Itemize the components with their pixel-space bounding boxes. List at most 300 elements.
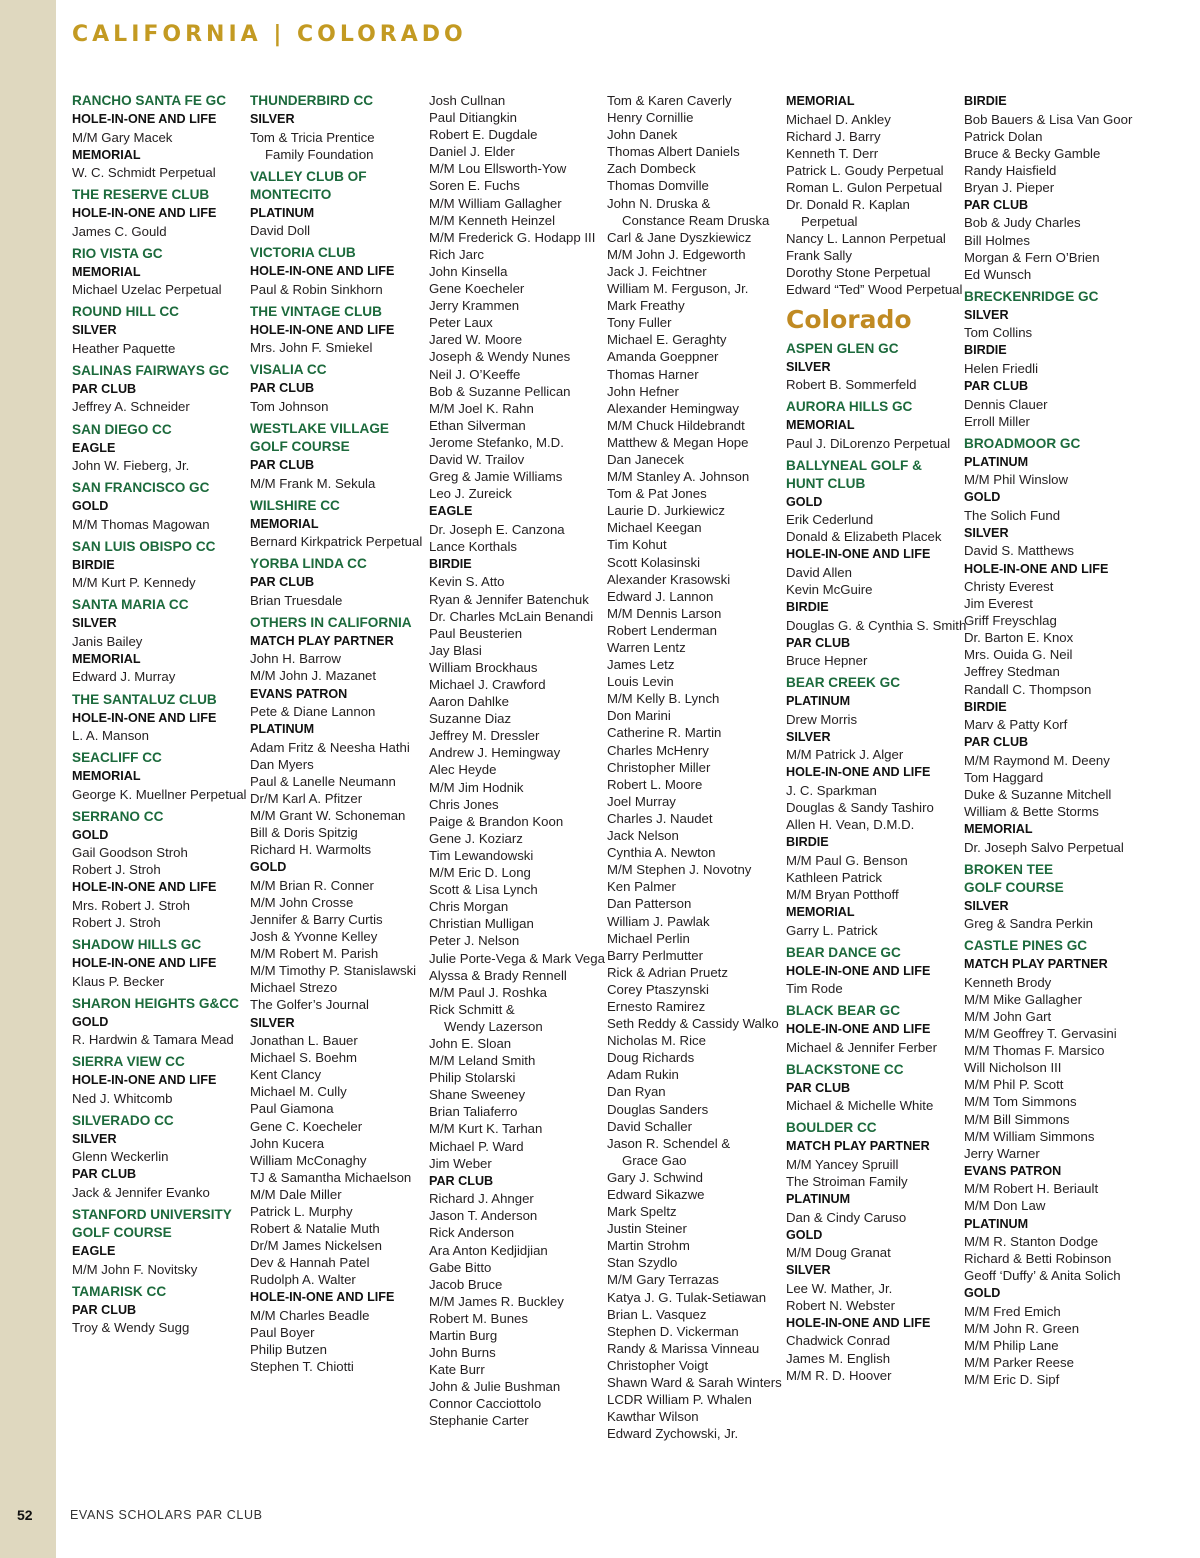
club-name: RIO VISTA GC [72,245,163,261]
member-name: Robert N. Webster [786,1297,895,1313]
member-name: Michael J. Crawford [429,677,546,692]
member-name: LCDR William P. Whalen [607,1392,752,1408]
member-name: John N. Druska & [607,195,711,211]
member-name: Bob Bauers & Lisa Van Goor [964,111,1133,127]
member-name: M/M R. Stanton Dodge [964,1234,1099,1250]
category-label: MATCH PLAY PARTNER [964,957,1108,972]
member-name: Katya J. G. Tulak-Setiawan [607,1289,767,1305]
category-label: HOLE-IN-ONE AND LIFE [72,1073,217,1088]
member-name: M/M Gary Macek [72,129,173,145]
category-label: PAR CLUB [250,458,315,473]
member-name: Matthew & Megan Hope [607,434,749,450]
member-name: Randy Haisfield [964,162,1057,178]
member-name: Dennis Clauer [964,396,1048,412]
member-name-continued: Family Foundation [265,146,374,162]
member-name: M/M Paul G. Benson [786,852,908,868]
member-name: Dan Myers [250,756,314,772]
member-name: Christopher Voigt [607,1357,709,1373]
member-name: Michael Uzelac Perpetual [72,282,222,298]
member-name: Paul Beusterien [429,625,523,641]
member-name: Charles McHenry [607,742,709,758]
member-name: John H. Barrow [250,651,341,667]
member-name: M/M Lou Ellsworth-Yow [429,161,567,177]
member-name: Kevin S. Atto [429,574,505,590]
member-name: The Stroiman Family [786,1174,908,1189]
member-name: Dr. Joseph Salvo Perpetual [964,839,1124,855]
member-name: Bob & Suzanne Pellican [429,383,571,399]
member-name: Patrick L. Murphy [250,1203,353,1219]
member-name: M/M Kurt P. Kennedy [72,575,196,591]
member-name: Daniel J. Elder [429,144,515,160]
category-label: PAR CLUB [964,379,1029,394]
club-name: VALLEY CLUB OF [250,168,367,184]
category-label: MEMORIAL [72,264,141,279]
member-name: Tim Kohut [607,537,667,553]
member-name: J. C. Sparkman [786,782,877,798]
member-name: Troy & Wendy Sugg [72,1320,190,1336]
member-name: Pete & Diane Lannon [250,704,376,720]
member-name: Jared W. Moore [429,332,523,348]
member-name: M/M Patrick J. Alger [786,747,904,763]
member-name: M/M John Crosse [250,894,354,910]
member-name: Jack J. Feichtner [607,263,707,279]
member-name: Roman L. Gulon Perpetual [786,179,943,195]
member-name: Tom Haggard [964,769,1044,785]
member-name: M/M Kenneth Heinzel [429,212,556,228]
member-name: John Danek [607,127,678,143]
member-name: Justin Steiner [607,1221,687,1237]
member-name: David W. Trailov [429,451,525,467]
member-name: Kate Burr [429,1362,485,1378]
member-name: Heather Paquette [72,340,176,356]
member-name: David Schaller [607,1118,693,1134]
member-name: Dan Ryan [607,1084,666,1100]
member-name: Andrew J. Hemingway [429,745,561,761]
member-name: Stan Szydlo [607,1255,678,1271]
member-name: M/M Tom Simmons [964,1094,1077,1110]
member-name: Bob & Judy Charles [964,215,1081,231]
category-label: PLATINUM [964,454,1029,469]
member-name: M/M Robert M. Parish [250,946,379,962]
member-name: Louis Levin [607,674,674,690]
member-name: M/M William Simmons [964,1128,1095,1144]
member-name: Tom & Karen Caverly [607,93,732,108]
member-name: Michael & Michelle White [786,1098,934,1114]
member-name: Robert J. Stroh [72,915,161,930]
member-name: Brian Taliaferro [429,1104,518,1120]
member-name: Robert Lenderman [607,622,717,638]
member-name: Jerome Stefanko, M.D. [429,434,564,450]
member-name: Marv & Patty Korf [964,717,1068,733]
member-name: M/M Thomas F. Marsico [964,1043,1105,1059]
member-name: David Allen [786,564,852,580]
member-name: W. C. Schmidt Perpetual [72,165,216,181]
page-title: CALIFORNIA | COLORADO [72,22,467,47]
page-number: 52 [17,1507,33,1523]
member-name: M/M Eric D. Sipf [964,1372,1060,1388]
member-name: Jack Nelson [607,828,679,844]
category-label: EAGLE [429,504,473,519]
member-name: Henry Cornillie [607,110,694,126]
category-label: BIRDIE [786,835,829,850]
category-label: BIRDIE [72,557,115,572]
club-name: RANCHO SANTA FE GC [72,93,227,108]
member-name: M/M Bill Simmons [964,1111,1070,1127]
publication-name: EVANS SCHOLARS PAR CLUB [70,1508,263,1522]
member-name: Donald & Elizabeth Placek [786,529,942,545]
member-name: Charles J. Naudet [607,810,713,826]
member-name: Christian Mulligan [429,916,534,932]
member-name: M/M Joel K. Rahn [429,400,534,416]
member-name-continued: Perpetual [801,214,858,230]
member-name: M/M Brian R. Conner [250,877,374,893]
member-name: Peter Laux [429,315,493,331]
category-label: SILVER [786,1263,831,1278]
member-name: Julie Porte-Vega & Mark Vega [429,950,605,966]
member-name: Brian Truesdale [250,592,343,608]
category-label: MEMORIAL [964,822,1033,837]
member-name: Edward J. Murray [72,669,176,685]
club-name: BROKEN TEE [964,861,1054,877]
column-6 [964,92,1136,1388]
category-label: PAR CLUB [786,635,851,650]
member-name: Nicholas M. Rice [607,1033,706,1049]
club-name: SAN FRANCISCO GC [72,480,210,496]
category-label: PAR CLUB [429,1173,494,1188]
club-name: SEACLIFF CC [72,750,162,766]
member-name: Tim Lewandowski [429,847,534,863]
category-label: EVANS PATRON [964,1163,1062,1178]
member-name: M/M Parker Reese [964,1355,1074,1371]
club-name: STANFORD UNIVERSITY [72,1207,232,1223]
member-name: David Doll [250,223,311,239]
member-name: Adam Fritz & Neesha Hathi [250,739,410,755]
category-label: MEMORIAL [72,651,141,666]
member-name: Tony Fuller [607,315,672,331]
member-name: M/M Don Law [964,1198,1046,1214]
category-label: HOLE-IN-ONE AND LIFE [786,1315,931,1330]
member-name: Michael S. Boehm [250,1050,358,1066]
member-name: M/M Raymond M. Deeny [964,752,1110,768]
member-name: Richard J. Ahnger [429,1191,534,1207]
member-name: M/M Frederick G. Hodapp III [429,229,596,245]
member-name: Ernesto Ramirez [607,998,706,1014]
member-name: The Solich Fund [964,507,1061,523]
member-name: M/M John R. Green [964,1320,1080,1336]
club-name: ROUND HILL CC [72,304,179,320]
club-name: ASPEN GLEN GC [786,340,899,356]
member-name: M/M Stanley A. Johnson [607,469,750,485]
member-name: Frank Sally [786,248,852,264]
category-label: BIRDIE [964,343,1007,358]
member-name: Randall C. Thompson [964,681,1092,697]
category-label: PAR CLUB [964,735,1029,750]
member-name: Tim Rode [786,981,843,997]
category-label: MATCH PLAY PARTNER [250,633,394,648]
member-name: Gene C. Koecheler [250,1118,363,1134]
member-name: Adam Rukin [607,1067,679,1083]
member-name: Kawthar Wilson [607,1409,699,1425]
member-name: M/M Timothy P. Stanislawski [250,963,417,979]
member-name: Gail Goodson Stroh [72,845,188,861]
member-name: Warren Lentz [607,640,686,655]
member-name: Thomas Domville [607,178,709,194]
member-name: Griff Freyschlag [964,613,1057,629]
member-name: Richard H. Warmolts [250,842,372,858]
club-name: BOULDER CC [786,1120,877,1136]
category-label: MEMORIAL [72,769,141,784]
category-label: MEMORIAL [250,516,319,531]
category-label: PAR CLUB [250,575,315,590]
member-name: Dr. Charles McLain Benandi [429,608,594,624]
club-name: OTHERS IN CALIFORNIA [250,614,412,630]
member-name: Jerry Krammen [429,298,520,314]
member-name: Jeffrey M. Dressler [429,728,540,744]
member-name-continued: Grace Gao [622,1152,687,1168]
member-name: M/M John Gart [964,1009,1052,1024]
category-label: GOLD [964,490,1001,505]
club-name: SHARON HEIGHTS G&CC [72,995,239,1011]
member-name: Michael Keegan [607,520,702,536]
member-name: Robert & Natalie Muth [250,1221,380,1237]
member-name: Mark Speltz [607,1204,677,1220]
member-name: Jeffrey A. Schneider [72,399,190,415]
member-name: Connor Cacciottolo [429,1396,542,1412]
member-name: Robert M. Bunes [429,1310,528,1326]
member-name: Martin Strohm [607,1238,690,1254]
member-name: Klaus P. Becker [72,973,165,989]
member-name: M/M William Gallagher [429,195,562,211]
member-name: M/M Stephen J. Novotny [607,862,752,878]
club-name-continued: MONTECITO [250,186,332,202]
member-name: M/M Doug Granat [786,1245,891,1261]
member-name: Geoff ‘Duffy’ & Anita Solich [964,1268,1121,1284]
member-name: Mrs. Robert J. Stroh [72,897,190,913]
club-name: THUNDERBIRD CC [250,93,374,108]
member-name: Philip Stolarski [429,1070,516,1086]
member-name: John Kucera [250,1135,325,1151]
member-name: Alexander Krasowski [607,571,731,587]
member-name: Duke & Suzanne Mitchell [964,786,1112,802]
club-name: BRECKENRIDGE GC [964,288,1099,304]
member-name: Paul Boyer [250,1325,315,1341]
member-name: L. A. Manson [72,728,149,744]
member-name: Kenneth Brody [964,974,1052,990]
category-label: PLATINUM [250,205,315,220]
member-name: Zach Dombeck [607,161,696,177]
member-name: M/M Thomas Magowan [72,516,210,532]
member-name: M/M Phil P. Scott [964,1077,1064,1093]
member-name: Helen Friedli [964,360,1039,376]
category-label: MEMORIAL [786,905,855,920]
member-name: Bernard Kirkpatrick Perpetual [250,534,423,550]
member-name: David S. Matthews [964,543,1074,559]
member-name-continued: Wendy Lazerson [444,1018,543,1034]
member-name: M/M John J. Edgeworth [607,246,746,262]
category-label: EAGLE [72,440,116,455]
member-name-continued: Constance Ream Druska [622,212,770,228]
member-name: Josh & Yvonne Kelley [250,929,378,945]
member-name: Scott Kolasinski [607,554,701,570]
member-name: Jim Everest [964,596,1033,612]
category-label: PLATINUM [786,1192,851,1207]
member-name: Robert B. Sommerfeld [786,377,917,393]
member-name: Ned J. Whitcomb [72,1090,173,1106]
member-name: Dorothy Stone Perpetual [786,265,931,281]
member-name: James Letz [607,657,675,673]
member-name: Paul Giamona [250,1101,334,1117]
club-name: BROADMOOR GC [964,435,1081,451]
member-name: Mrs. Ouida G. Neil [964,647,1073,663]
member-name: John W. Fieberg, Jr. [72,458,190,474]
member-name: Tom & Pat Jones [607,486,707,502]
category-label: HOLE-IN-ONE AND LIFE [964,561,1109,576]
member-name: Kathleen Patrick [786,869,883,885]
member-name: James C. Gould [72,223,167,239]
category-label: HOLE-IN-ONE AND LIFE [786,1022,931,1037]
member-name: Erroll Miller [964,413,1030,429]
member-name: Corey Ptaszynski [607,981,709,997]
category-label: SILVER [72,616,117,631]
member-name: John Burns [429,1345,496,1361]
category-label: PAR CLUB [72,1302,137,1317]
member-name: Chris Jones [429,796,499,812]
member-name: William McConaghy [250,1152,367,1168]
member-name: Allen H. Vean, D.M.D. [786,817,915,833]
member-name: Michael Strezo [250,980,338,996]
member-name: Peter J. Nelson [429,933,520,949]
member-name: Bruce & Becky Gamble [964,145,1101,161]
club-name: AURORA HILLS GC [786,399,913,415]
member-name: Shane Sweeney [429,1087,526,1103]
category-label: PAR CLUB [786,1080,851,1095]
column-4 [607,92,782,1442]
category-label: PAR CLUB [964,197,1029,212]
category-label: PLATINUM [250,722,315,737]
member-name: M/M Charles Beadle [250,1307,370,1323]
club-name: SIERRA VIEW CC [72,1054,185,1070]
member-name: John Hefner [607,383,679,399]
category-label: SILVER [964,307,1009,322]
member-name: Rick Anderson [429,1225,515,1241]
member-name: M/M Dennis Larson [607,605,722,621]
member-name: Jerry Warner [964,1145,1040,1161]
member-name: Morgan & Fern O’Brien [964,249,1100,265]
category-label: SILVER [250,1015,295,1030]
member-name: Alec Heyde [429,762,497,778]
member-name: Bryan J. Pieper [964,179,1055,195]
member-name: Brian L. Vasquez [607,1306,707,1322]
member-name: Jack & Jennifer Evanko [72,1184,210,1200]
club-name: SAN LUIS OBISPO CC [72,538,216,554]
member-name: Ryan & Jennifer Batenchuk [429,591,589,607]
member-name: Douglas Sanders [607,1101,709,1117]
member-name: M/M John J. Mazanet [250,668,377,684]
member-name: Douglas & Sandy Tashiro [786,800,934,816]
member-name: Mrs. John F. Smiekel [250,340,373,356]
member-name: M/M Fred Emich [964,1303,1061,1319]
member-name: William J. Pawlak [607,913,710,929]
member-name: Dr/M Karl A. Pfitzer [250,790,363,806]
member-name: Alexander Hemingway [607,400,739,416]
member-name: M/M Dale Miller [250,1186,342,1202]
member-name: Paul Ditiangkin [429,110,517,126]
member-name: M/M Kurt K. Tarhan [429,1121,543,1137]
member-name: Aaron Dahlke [429,694,509,710]
member-name: Kevin McGuire [786,582,873,597]
club-name-continued: GOLF COURSE [964,879,1064,895]
club-name: SANTA MARIA CC [72,597,189,613]
member-name: M/M Frank M. Sekula [250,475,376,491]
club-name: THE RESERVE CLUB [72,187,210,203]
member-name: William Brockhaus [429,659,538,675]
member-name: Paul J. DiLorenzo Perpetual [786,435,951,451]
club-name-continued: GOLF COURSE [72,1225,172,1241]
member-name: Paul & Lanelle Neumann [250,773,396,789]
member-name: John & Julie Bushman [429,1379,561,1395]
member-name: Laurie D. Jurkiewicz [607,503,725,519]
member-name: M/M James R. Buckley [429,1293,564,1309]
member-name: Lee W. Mather, Jr. [786,1280,893,1296]
member-name: Michael Perlin [607,930,690,946]
member-name: M/M Robert H. Beriault [964,1181,1099,1197]
member-name: Gabe Bitto [429,1259,492,1275]
club-name: SHADOW HILLS GC [72,937,202,953]
category-label: SILVER [964,898,1009,913]
column-1 [72,92,247,1336]
member-name: Jim Weber [429,1155,492,1171]
club-name: BLACKSTONE CC [786,1061,904,1077]
member-name: Tom Collins [964,325,1033,341]
member-name: Jonathan L. Bauer [250,1033,358,1049]
member-name: Ken Palmer [607,879,676,895]
club-name: SALINAS FAIRWAYS GC [72,362,230,378]
member-name: Douglas G. & Cynthia S. Smith [786,617,967,633]
club-name: THE VINTAGE CLUB [250,303,382,319]
club-name: CASTLE PINES GC [964,938,1088,954]
member-name: George K. Muellner Perpetual [72,786,247,802]
category-label: MEMORIAL [72,147,141,162]
member-name: Robert L. Moore [607,776,703,792]
member-name: Shawn Ward & Sarah Winters [607,1375,782,1391]
category-label: SILVER [250,112,295,126]
column-2 [250,92,422,1375]
member-name: M/M Geoffrey T. Gervasini [964,1026,1117,1042]
member-name: Jennifer & Barry Curtis [250,911,383,927]
column-3 [429,92,605,1430]
member-name: Chadwick Conrad [786,1333,891,1349]
member-name: M/M Chuck Hildebrandt [607,417,745,433]
member-name: Bill Holmes [964,232,1030,248]
club-name-continued: HUNT CLUB [786,475,866,491]
member-name: Kenneth T. Derr [786,145,879,161]
member-name: Michael & Jennifer Ferber [786,1039,937,1055]
club-name: BEAR CREEK GC [786,675,901,691]
member-name: Doug Richards [607,1050,695,1066]
member-name: Suzanne Diaz [429,711,512,727]
club-name: SAN DIEGO CC [72,421,172,437]
category-label: HOLE-IN-ONE AND LIFE [250,322,395,337]
member-name: Stephen D. Vickerman [607,1323,739,1339]
club-name: BLACK BEAR GC [786,1003,901,1019]
category-label: BIRDIE [964,699,1007,714]
category-label: SILVER [72,323,117,338]
member-name: M/M Gary Terrazas [607,1272,719,1288]
category-label: PLATINUM [964,1216,1029,1231]
member-name: Ara Anton Kedjidjian [429,1242,548,1258]
member-name: Glenn Weckerlin [72,1149,169,1165]
member-name: Seth Reddy & Cassidy Walko [607,1016,779,1032]
